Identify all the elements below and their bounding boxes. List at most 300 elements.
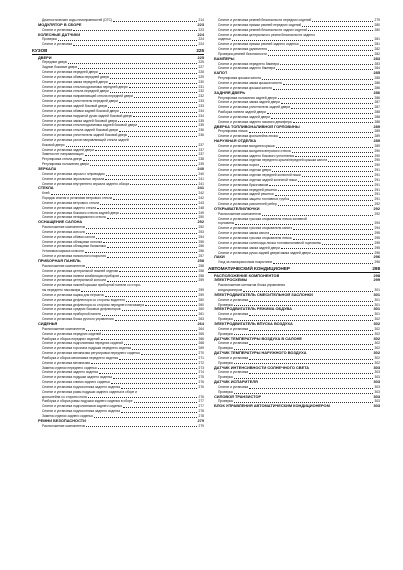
- toc-entry-title: ЭЛЕКТРОДВИГАТЕЛЬ РЕЖИМА ОБДУВА: [214, 307, 292, 312]
- toc-page-number: 291: [374, 192, 380, 197]
- toc-page-number: 260: [198, 307, 204, 312]
- toc-page-number: 281: [374, 42, 380, 47]
- toc-page-number: 224: [198, 42, 204, 47]
- toc-dot-leader: [249, 330, 373, 331]
- toc-entry-title: Снятие и установка стекла передней двери: [42, 89, 109, 94]
- toc-dot-leader: [122, 310, 198, 311]
- toc-dot-leader: [107, 281, 197, 282]
- toc-page-number: 234: [198, 108, 204, 113]
- toc-entry-title: Снятие и установка ремней безопасности передних сидений: [218, 18, 312, 22]
- toc-entry-title: Задние боковые двери: [42, 65, 78, 70]
- toc-page-number: 232: [198, 89, 204, 94]
- toc-entry-title: Регулировка положения двери: [42, 162, 89, 167]
- toc-page-number: 291: [374, 173, 380, 177]
- toc-page-number: 286: [374, 80, 380, 85]
- toc-page-number: 256: [198, 244, 204, 249]
- toc-dot-leader: [113, 21, 197, 22]
- toc-dot-leader: [273, 89, 374, 90]
- toc-entry-title: Снятие и установка пряжки ремней заднего сиденья: [218, 42, 299, 47]
- toc-dot-leader: [126, 301, 198, 302]
- toc-entry-title: Разборка и сборка рамы подушки заднего сиденья в сборе: [42, 399, 133, 404]
- toc-entry-title: Снятие и установка: [218, 355, 249, 360]
- toc-entry-title: ны переднего пассажира: [42, 288, 81, 293]
- toc-chapter-heading: [208, 266, 380, 273]
- toc-entry-title: Снятие и установка спинки заднего сиденья: [42, 380, 110, 385]
- toc-entry-title: Регулировка лючка: [218, 129, 248, 134]
- toc-entry-title: Снятие и установка подушки заднего сиденья: [42, 375, 113, 380]
- toc-page-number: 287: [374, 100, 380, 105]
- toc-page-number: 259: [198, 288, 204, 293]
- toc-entry-title: Снятие и установка приборной панели: [42, 312, 102, 317]
- toc-page-number: 288: [374, 114, 380, 119]
- toc-page-number: 233: [198, 104, 204, 108]
- toc-dot-leader: [281, 103, 374, 104]
- toc-dot-leader: [232, 40, 374, 41]
- toc-page-number: 302: [373, 350, 380, 356]
- toc-dot-leader: [249, 301, 373, 302]
- toc-page-number: 277: [198, 404, 204, 409]
- toc-page-number: 290: [374, 158, 380, 163]
- toc-dot-leader: [273, 263, 374, 264]
- toc-entry-title: Снятие и установка заднего сиденья: [42, 370, 99, 375]
- toc-entry-title: Снятие и установка подлокотника заднего сиденья: [42, 384, 121, 389]
- toc-entry-title: Снятие и установка порога: [218, 163, 260, 168]
- toc-dot-leader: [278, 205, 374, 206]
- toc-dot-leader: [276, 147, 374, 148]
- toc-entry-title: Порядок снятия и установки ветрового стекла: [42, 196, 113, 201]
- toc-dot-leader: [102, 315, 197, 316]
- toc-entry-title: Снятие и установка: [42, 42, 73, 47]
- toc-page-number: 237: [198, 147, 204, 152]
- toc-page-number: 286: [374, 95, 380, 100]
- toc-dot-leader: [66, 146, 198, 147]
- toc-entry-title: Снятие и установка кронштейна лючка: [218, 134, 278, 139]
- toc-dot-leader: [73, 45, 197, 46]
- toc-dot-leader: [279, 137, 374, 138]
- toc-dot-leader: [51, 194, 198, 195]
- toc-dot-leader: [276, 69, 373, 70]
- toc-dot-leader: [99, 373, 197, 374]
- toc-page-number: 258: [198, 263, 204, 268]
- toc-entry-title: Снятие и установка подлокотника заднего сиденья: [42, 409, 121, 414]
- toc-entry-title: Снятие и установка замка передней двери: [42, 79, 108, 84]
- toc-entry-title: Снятие и установка стеклоподъемника передней двери: [42, 84, 128, 89]
- toc-entry-title: ДАТЧИК ТЕМПЕРАТУРЫ НАРУЖНОГО ВОЗДУХА: [214, 351, 307, 356]
- toc-page-number: 301: [373, 291, 380, 297]
- toc-entry-title: Проверка: [218, 331, 233, 336]
- toc-page-number: 235: [198, 118, 204, 123]
- toc-dot-leader: [234, 320, 374, 321]
- toc-page-number: 284: [374, 66, 380, 71]
- toc-page-number: 275: [198, 375, 204, 380]
- toc-dot-leader: [292, 152, 374, 153]
- toc-page-number: 242: [198, 196, 204, 201]
- toc-dot-leader: [95, 150, 198, 151]
- toc-entry-title: кронштейна со стороны пола: [42, 394, 87, 399]
- toc-entry-title: Расположение компонентов: [42, 423, 86, 428]
- toc-chapter-heading: [32, 48, 204, 55]
- toc-page-number: 295: [374, 231, 380, 236]
- toc-entry-title: Снятие и установка замка задней двери: [218, 245, 280, 250]
- toc-entry-title: Снятие и установка отделки передней колесной ниши: [218, 173, 301, 177]
- toc-page-number: 268: [198, 341, 204, 346]
- toc-entry-title: Проверка: [218, 389, 233, 394]
- toc-dot-leader: [290, 200, 373, 201]
- toc-dot-leader: [328, 161, 373, 162]
- toc-entry-title: Снятие и установка центрального ремня безопасности заднего: [218, 32, 316, 37]
- toc-page-number: 289: [373, 123, 380, 129]
- toc-entry-title: Снятие и установка: [218, 384, 249, 389]
- toc-page-number: 243: [198, 200, 204, 205]
- toc-page-number: 291: [374, 182, 380, 187]
- toc-entry-title: БАМПЕРЫ: [214, 56, 235, 61]
- toc-page-number: 286: [373, 89, 380, 95]
- toc-entry-title: Регулировка положения задней двери: [218, 95, 277, 100]
- toc-page-number: 302: [374, 360, 380, 365]
- toc-dot-leader: [272, 171, 373, 172]
- toc-page-number: 295: [374, 240, 380, 245]
- toc-page-number: 285: [374, 76, 380, 81]
- toc-dot-leader: [268, 50, 374, 51]
- toc-page-number: 291: [374, 168, 380, 173]
- toc-entry-title: Снятие и установка консоли: [42, 229, 86, 234]
- toc-page-number: 260: [198, 297, 204, 302]
- toc-dot-leader: [97, 208, 197, 209]
- toc-page-number: 234: [198, 113, 204, 118]
- toc-dot-leader: [283, 84, 374, 85]
- toc-page-number: 266: [198, 336, 204, 341]
- toc-page-number: 296: [374, 250, 380, 255]
- toc-dot-leader: [123, 407, 197, 408]
- toc-dot-leader: [124, 344, 197, 345]
- toc-dot-leader: [107, 247, 198, 248]
- toc-entry-title: Диагностические коды неисправностей (DTC): [42, 18, 113, 22]
- toc-dot-leader: [86, 330, 197, 331]
- toc-entry-title: Снятие и установка дефлектора со стороны водителя: [42, 297, 125, 302]
- toc-entry-title: ПРИБОРНАЯ ПАНЕЛЬ: [38, 259, 81, 263]
- toc-page-number: 296: [374, 260, 380, 265]
- toc-page-number: 302: [374, 346, 380, 351]
- toc-entry-title: ЭЛЕКТРОДВИГАТЕЛЬ ВПУСКА ВОЗДУХА: [214, 321, 293, 326]
- toc-entry-title: Снятие и установка ручки задней двери/замка задней двери: [218, 250, 311, 255]
- toc-entry-title: Снятие и установка молдинга крыши: [218, 143, 275, 148]
- toc-page-number: 225: [196, 48, 204, 54]
- toc-dot-leader: [85, 155, 198, 156]
- toc-page-number: 241: [198, 176, 204, 181]
- toc-entry-title: Снятие и установка тросика открывателя лючка: [218, 235, 292, 240]
- toc-page-number: 303: [374, 370, 380, 375]
- toc-dot-leader: [234, 378, 374, 379]
- toc-dot-leader: [105, 179, 197, 180]
- toc-left-column: [32, 18, 204, 429]
- toc-page-number: 282: [374, 51, 380, 56]
- toc-page-number: 241: [197, 185, 204, 191]
- toc-dot-leader: [130, 184, 197, 185]
- toc-page-number: 296: [373, 254, 380, 260]
- toc-dot-leader: [73, 30, 197, 31]
- toc-entry-title: Снятие и установка блока ручного управления: [42, 317, 114, 322]
- toc-dot-leader: [81, 291, 197, 292]
- toc-page-number: 235: [198, 123, 204, 128]
- toc-dot-leader: [271, 118, 374, 119]
- toc-dot-leader: [298, 181, 374, 182]
- toc-entry-title: Снятие и установка замка крышки капота: [218, 80, 282, 85]
- toc-entry-title: СИДЕНЬЯ: [38, 321, 58, 326]
- toc-dot-leader: [94, 417, 198, 418]
- toc-page-number: 279: [198, 423, 204, 428]
- toc-page-number: 240: [197, 165, 204, 171]
- toc-dot-leader: [262, 79, 374, 80]
- toc-page-number: 239: [198, 162, 204, 167]
- toc-entry-title: горловины: [218, 221, 235, 226]
- toc-dot-leader: [107, 218, 198, 219]
- toc-page-number: 291: [374, 187, 380, 192]
- toc-entry-title: Снятие и установка стеклоподъемника задней боковой двери: [42, 123, 137, 128]
- toc-page-number: 302: [374, 317, 380, 322]
- toc-entry-title: РАСПОЛОЖЕНИЕ КОМПОНЕНТОВ: [214, 273, 280, 278]
- toc-entry-title: Проверка: [218, 317, 233, 322]
- toc-dot-leader: [88, 397, 198, 398]
- toc-right-column: [208, 18, 380, 409]
- toc-page-number: 238: [198, 157, 204, 162]
- toc-dot-leader: [115, 320, 198, 321]
- toc-entry-title: ЗЕРКАЛА: [38, 166, 57, 171]
- toc-page-number: 258: [198, 273, 204, 278]
- toc-page-number: 225: [197, 54, 204, 60]
- toc-entry-title: Снятие и установка средних боковых дефлекторов: [42, 307, 121, 312]
- toc-entry-title: Снятие и установка уплотнителя передней двери: [42, 99, 118, 104]
- toc-entry-title: Снятие и установка зеркальных зеркала: [42, 176, 105, 181]
- toc-page-number: 259: [198, 292, 204, 297]
- toc-page-number: 269: [198, 346, 204, 351]
- toc-page-number: 260: [198, 302, 204, 307]
- toc-entry-title: Установка каркаса консоли: [42, 249, 84, 254]
- toc-dot-leader: [101, 339, 198, 340]
- toc-entry-title: ЛАКИ: [214, 255, 225, 260]
- toc-dot-leader: [267, 113, 374, 114]
- toc-entry-title: Снятие и установка уплотнителя задней двери: [218, 105, 291, 110]
- toc-entry-title: Снятие и установка пряжки ремней передних сидений: [218, 22, 302, 27]
- toc-entry-title: Снятие и установка молдинга ветрового стекла: [218, 148, 291, 153]
- toc-page-number: 264: [197, 320, 204, 326]
- toc-entry-title: Снятие и установка стекла задней боковой двери: [42, 128, 119, 133]
- toc-page-number: 280: [374, 22, 380, 27]
- toc-dot-leader: [281, 248, 374, 249]
- toc-page-number: 258: [197, 258, 204, 263]
- toc-entry-title: Снятие и установка тросика открывателя лючка заливной: [218, 216, 307, 221]
- toc-entry-title: КАПОТ: [214, 71, 228, 76]
- toc-page-number: 278: [198, 409, 204, 414]
- toc-entry-title: Снятие и установка механизма: [42, 360, 90, 365]
- toc-page-number: 277: [198, 399, 204, 404]
- toc-dot-leader: [99, 73, 198, 74]
- toc-entry-title: ЭЛЕКТРОДВИГАТЕЛЬ СМЕСИТЕЛЬНОЙ ЗАСЛОНКИ: [214, 292, 313, 297]
- toc-page-number: 292: [374, 202, 380, 207]
- toc-entry-title: Проверка: [218, 346, 233, 351]
- toc-entry-title: Снятие и установка бокового стекла задней двери: [42, 210, 120, 215]
- toc-entry-title: Снятие и установка заднего стекла: [42, 205, 97, 210]
- toc-entry-title: Проверка: [42, 37, 57, 42]
- toc-dot-leader: [300, 45, 374, 46]
- toc-dot-leader: [120, 213, 197, 214]
- toc-entry-title: КУЗОВ: [32, 48, 48, 54]
- toc-dot-leader: [110, 78, 197, 79]
- toc-page-number: 223: [197, 21, 204, 27]
- toc-entry-title: Снятие и установка: [218, 312, 249, 317]
- toc-page-number: 301: [374, 312, 380, 317]
- toc-entry-title: Замена отделки переднего сиденья: [42, 365, 97, 370]
- toc-dot-leader: [234, 402, 374, 403]
- toc-entry-title: Клей: [42, 191, 50, 196]
- toc-dot-leader: [280, 64, 374, 65]
- toc-page-number: 273: [198, 365, 204, 370]
- toc-page-number: 276: [198, 380, 204, 385]
- toc-entry-title: Снятие и установка узлов направляющей стекла задней: [42, 137, 129, 142]
- toc-entry-title: Расположение компонентов: [42, 225, 86, 230]
- toc-page-number: 253: [198, 229, 204, 234]
- toc-entry-title: Снятие и установка замка задней двери: [218, 100, 280, 105]
- toc-dot-leader: [302, 176, 374, 177]
- toc-dot-leader: [120, 112, 198, 113]
- toc-entry-title: Снятие и установка задней решетки: [218, 192, 274, 197]
- toc-dot-leader: [98, 368, 198, 369]
- toc-dot-leader: [141, 354, 198, 355]
- toc-entry-title: ОСНАЩЕНИЕ САЛОНА: [38, 220, 83, 225]
- toc-page-number: 299: [373, 277, 380, 283]
- toc-entry-title: Снятие и установка замка задней боковой двери: [42, 118, 118, 123]
- toc-entry-title: Снятие и установка заднего бокового уплотнения: [218, 153, 295, 158]
- toc-entry-title: Снятие и установка ремней безопасности задних сидений: [218, 27, 308, 32]
- toc-page-number: 302: [374, 355, 380, 360]
- toc-dot-leader: [121, 388, 197, 389]
- toc-entry-title: Снятие и установка подголовника передних сидений: [42, 341, 124, 346]
- toc-entry-title: Замена нет направляющих: [42, 152, 84, 157]
- toc-entry-title: Разборка и сборка механизма переднего сиденья: [42, 355, 119, 360]
- toc-page-number: 289: [374, 143, 380, 148]
- toc-page-number: 303: [374, 384, 380, 389]
- toc-entry-title: Уход за лакокрасочным покрытием: [218, 260, 272, 265]
- toc-entry-title: Снятие и установка: [218, 297, 249, 302]
- toc-dot-leader: [113, 199, 197, 200]
- toc-entry-title: Снятие и установка соленоида лючка топливоналивной горловины: [218, 240, 322, 245]
- toc-entry-title: Замена отделки заднего сиденья: [42, 414, 93, 418]
- toc-dot-leader: [118, 121, 197, 122]
- toc-entry-title: Проверка: [218, 302, 233, 307]
- toc-page-number: 278: [198, 414, 204, 418]
- toc-page-number: 254: [198, 234, 204, 239]
- toc-entry-title: ДАТЧИК ИНТЕНСИВНОСТИ СОЛНЕЧНОГО СВЕТА: [214, 365, 310, 370]
- toc-dot-leader: [86, 233, 197, 234]
- toc-dot-leader: [302, 26, 373, 27]
- toc-page-number: 301: [374, 297, 380, 302]
- toc-entry-title: ДАТЧИК ИСПАРИТЕЛЯ: [214, 380, 258, 385]
- toc-page-number: 286: [374, 85, 380, 90]
- toc-dot-leader: [234, 305, 374, 306]
- toc-page-number: 303: [373, 393, 380, 399]
- toc-page-number: 303: [373, 403, 380, 409]
- toc-page-number: 252: [197, 219, 204, 225]
- toc-entry-title: Снятие и установка уплотнителя задней боковой двери: [42, 133, 128, 138]
- toc-page-number: 294: [374, 221, 380, 226]
- toc-entry-title: Снятие и установка дефлектора со стороны переднего пассажира: [42, 302, 144, 307]
- toc-entry-title: Снятие и установка центральной нижней отделки: [42, 268, 119, 273]
- toc-page-number: 280: [374, 27, 380, 32]
- toc-entry-title: СТЕКЛА: [38, 186, 54, 191]
- toc-entry-title: Расположение компонентов: [42, 326, 86, 331]
- toc-dot-leader: [234, 363, 374, 364]
- toc-dot-leader: [243, 291, 373, 292]
- toc-entry-title: Снятие и установка передних сидений: [42, 331, 102, 336]
- toc-page-number: 282: [374, 47, 380, 52]
- toc-page-number: 288: [374, 110, 380, 115]
- toc-page-number: 274: [198, 370, 204, 375]
- toc-dot-leader: [291, 108, 373, 109]
- toc-entry-title: Снятие и установка обивки задней боковой двери: [42, 108, 119, 113]
- toc-page-number: 224: [197, 31, 204, 37]
- toc-entry-title: Расположение контактов блока управления: [218, 283, 285, 288]
- toc-page-number: 261: [198, 312, 204, 317]
- toc-page-number: 292: [374, 211, 380, 216]
- toc-entry-title: Снятие и установка торсиона подушки переднего сиденья: [42, 346, 132, 351]
- toc-entry-title: Снятие и установка: [42, 27, 73, 32]
- toc-entry: [208, 260, 380, 265]
- toc-page-number: 223: [198, 27, 204, 32]
- toc-page-number: 283: [373, 55, 380, 61]
- toc-dot-leader: [132, 349, 197, 350]
- toc-entry-title: Передние двери: [42, 60, 68, 65]
- toc-entry-title: Расположение компонентов: [42, 263, 86, 268]
- toc-dot-leader: [234, 334, 374, 335]
- toc-page-number: 242: [198, 191, 204, 196]
- toc-entry-title: сиденья: [218, 37, 231, 42]
- toc-entry-title: ЭЛЕКТРОСХЕМЫ: [214, 278, 248, 283]
- toc-entry-title: НАРУЖНАЯ ОТДЕЛКА: [214, 139, 257, 144]
- toc-page-number: 279: [374, 18, 380, 22]
- toc-page-number: 230: [198, 79, 204, 84]
- toc-entry-title: Снятие и установка: [218, 326, 249, 331]
- toc-page-number: 276: [198, 394, 204, 399]
- toc-dot-leader: [278, 190, 373, 191]
- toc-page-number: 295: [374, 245, 380, 250]
- toc-entry-title: Снятие и установка задней двери: [42, 147, 94, 152]
- toc-page-number: 292: [373, 205, 380, 211]
- toc-entry-title: Снятие и установка внутреннего зеркала заднего обзора: [42, 181, 130, 186]
- toc-dot-leader: [103, 242, 197, 243]
- toc-dot-leader: [108, 107, 197, 108]
- toc-dot-leader: [90, 165, 198, 166]
- toc-page-number: 285: [373, 70, 380, 76]
- toc-entry-title: Проверка: [218, 375, 233, 380]
- toc-page-number: 264: [198, 326, 204, 331]
- toc-dot-leader: [129, 87, 198, 88]
- toc-dot-leader: [58, 40, 198, 41]
- toc-page-number: 291: [374, 177, 380, 182]
- toc-page-number: 303: [374, 399, 380, 404]
- toc-entry-title: Снятие и установка тросика открывателя капота: [218, 226, 293, 231]
- toc-entry-title: Снятие и установка замка капота: [218, 231, 270, 236]
- toc-dot-leader: [102, 334, 197, 335]
- toc-entry-title: кондиционером: [218, 288, 243, 293]
- toc-dot-leader: [119, 271, 197, 272]
- toc-entry-title: Снятие и установка центральной консоли: [42, 278, 107, 283]
- toc-dot-leader: [234, 349, 374, 350]
- toc-entry-title: АВТОМАТИЧЕСКИЙ КОНДИЦИОНЕР: [208, 266, 290, 272]
- toc-entry-title: Снятие и установка заднего бампера: [218, 66, 276, 71]
- toc-dot-leader: [121, 412, 197, 413]
- toc-dot-leader: [83, 160, 197, 161]
- toc-page-number: 232: [198, 94, 204, 99]
- toc-entry-title: РЕМНИ БЕЗОПАСНОСТИ: [38, 418, 86, 423]
